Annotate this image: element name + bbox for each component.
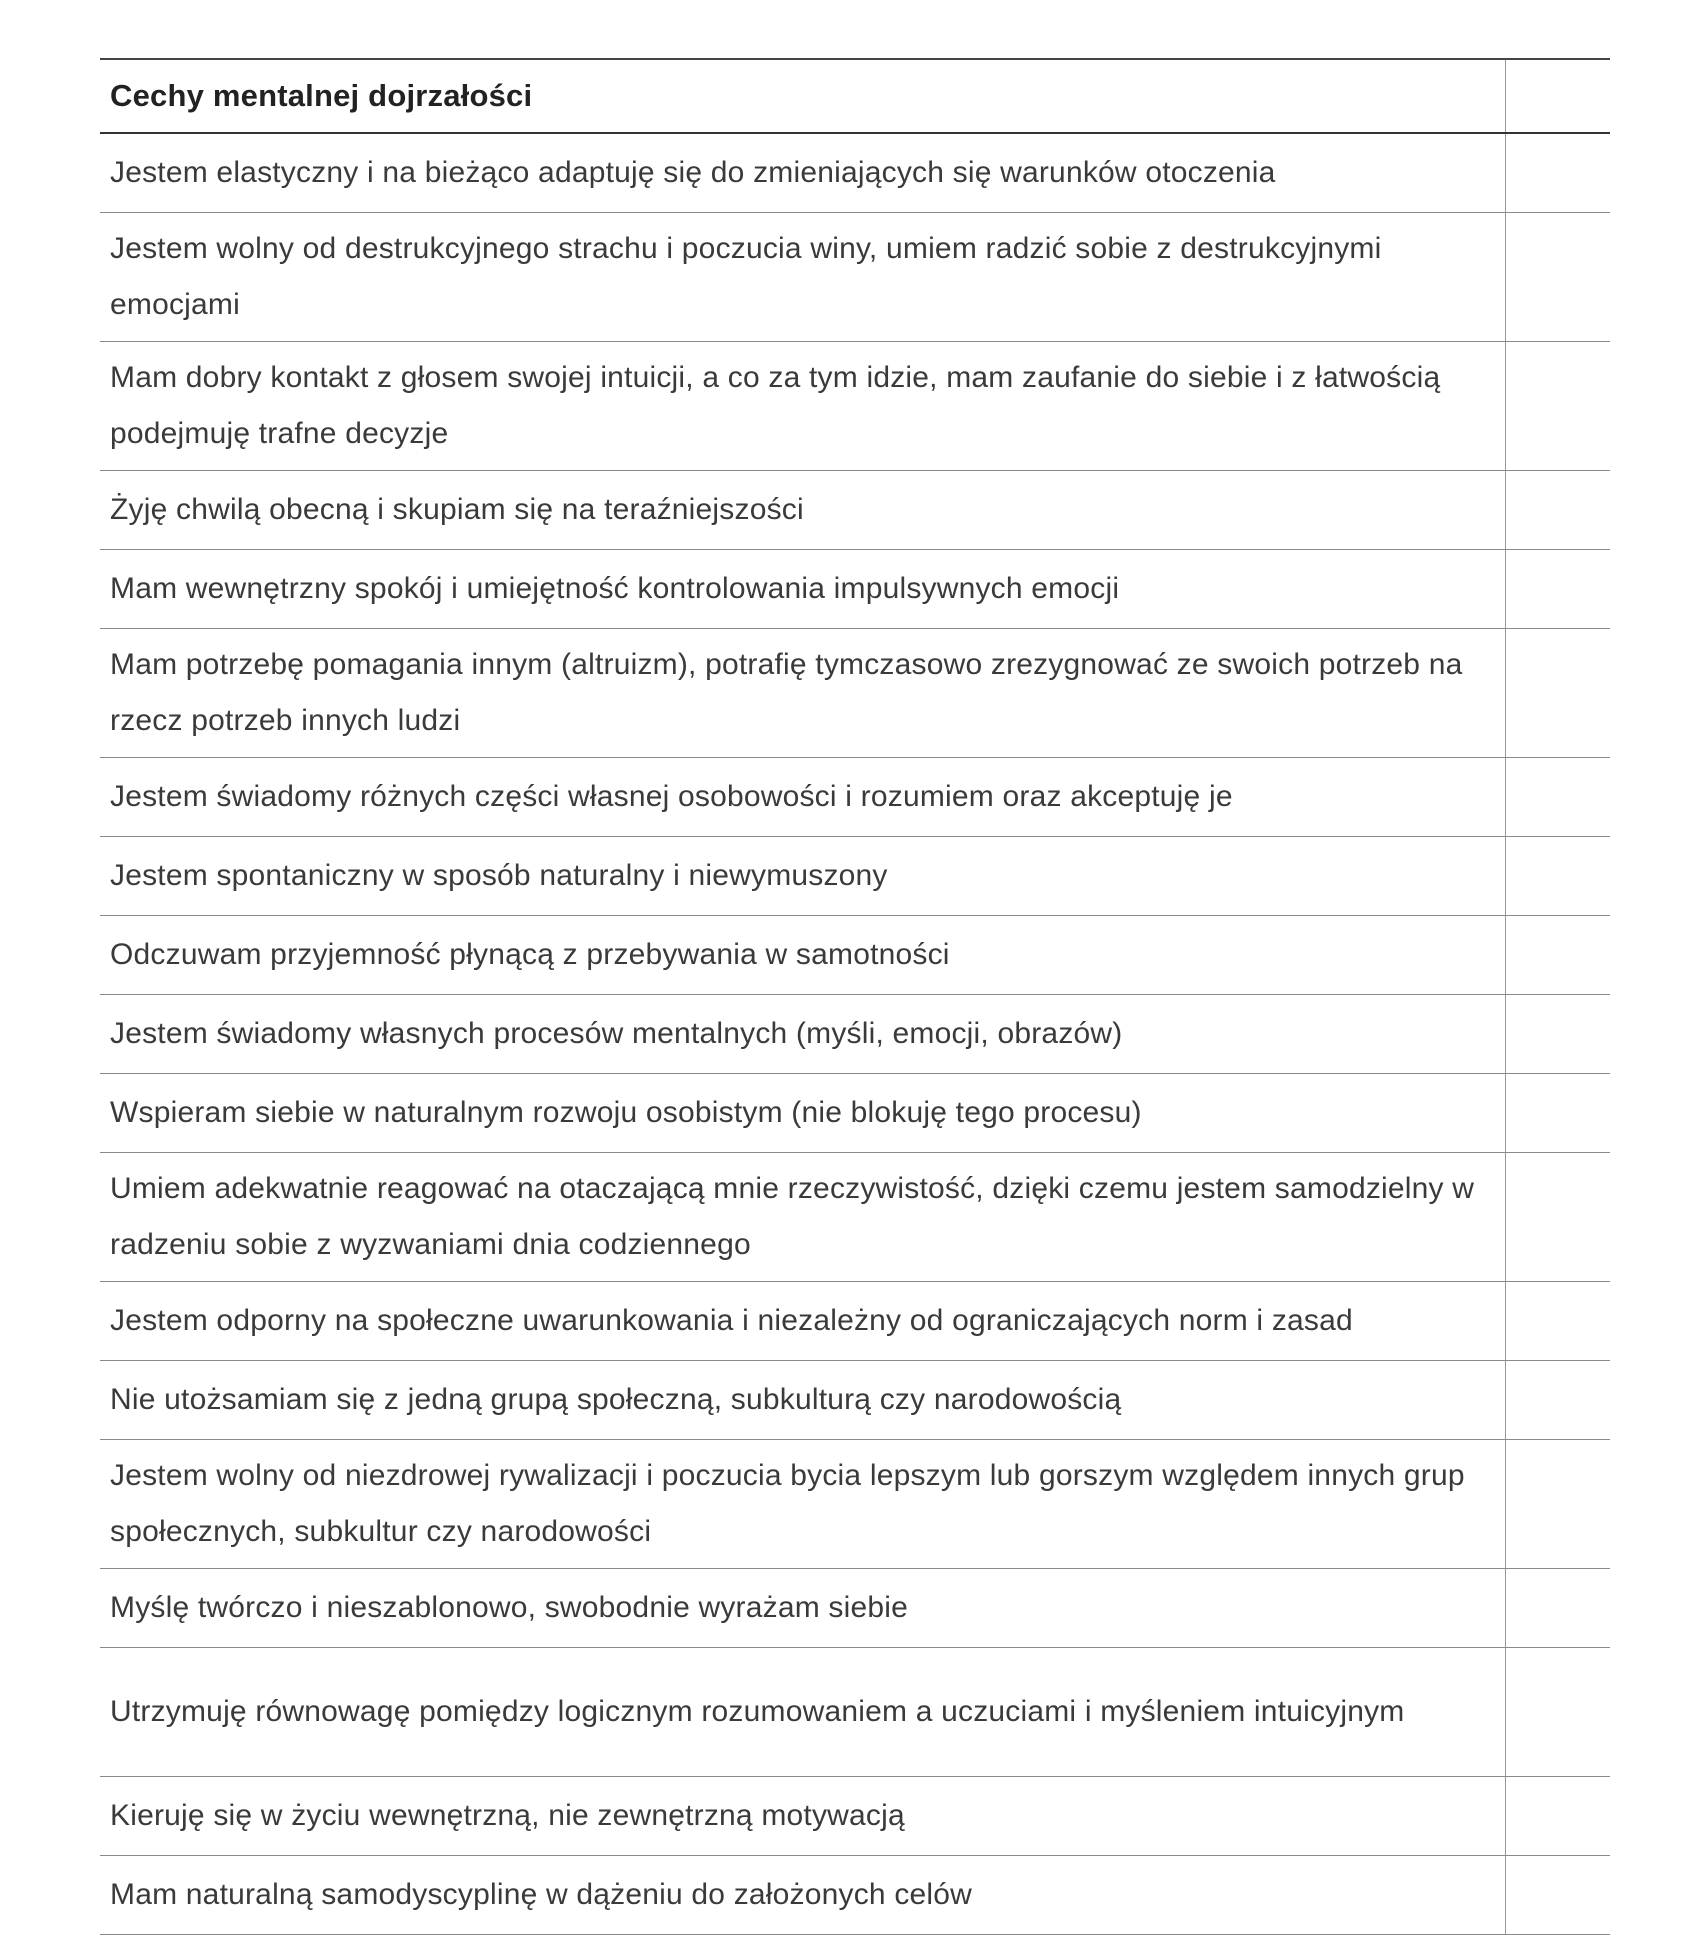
trait-text: Mam naturalną samodyscyplinę w dążeniu do założonych celów <box>110 1878 973 1911</box>
check-cell[interactable] <box>1505 1153 1610 1281</box>
check-cell[interactable] <box>1505 1777 1610 1855</box>
table-row <box>100 1282 1610 1361</box>
trait-text: Mam wewnętrzny spokój i umiejętność kontrolowania impulsywnych emocji <box>110 572 1120 605</box>
check-cell[interactable] <box>1505 134 1610 212</box>
table-row <box>100 1361 1610 1440</box>
table-row <box>100 471 1610 550</box>
check-cell[interactable] <box>1505 995 1610 1073</box>
table-row <box>100 213 1610 342</box>
check-cell[interactable] <box>1505 550 1610 628</box>
trait-text: Mam dobry kontakt z głosem swojej intuicji, a co za tym idzie, mam zaufanie do siebie i z łatwością podejmuję trafne decyzje <box>110 361 1441 450</box>
table-row <box>100 758 1610 837</box>
trait-text: Nie utożsamiam się z jedną grupą społeczną, subkulturą czy narodowością <box>110 1383 1122 1416</box>
check-cell[interactable] <box>1505 1856 1610 1934</box>
checklist-table <box>100 58 1610 1935</box>
table-row <box>100 1074 1610 1153</box>
table-row <box>100 550 1610 629</box>
table-row <box>100 629 1610 758</box>
check-cell[interactable] <box>1505 758 1610 836</box>
table-row <box>100 342 1610 471</box>
check-cell[interactable] <box>1505 213 1610 341</box>
check-cell[interactable] <box>1505 471 1610 549</box>
trait-text: Żyję chwilą obecną i skupiam się na teraźniejszości <box>110 493 804 526</box>
trait-text: Jestem świadomy różnych części własnej osobowości i rozumiem oraz akceptuję je <box>110 780 1233 813</box>
table-row <box>100 1153 1610 1282</box>
check-cell[interactable] <box>1505 1282 1610 1360</box>
trait-text: Jestem wolny od destrukcyjnego strachu i poczucia winy, umiem radzić sobie z destrukcyjnymi emocjami <box>110 232 1382 321</box>
table-row <box>100 1856 1610 1935</box>
trait-text: Jestem elastyczny i na bieżąco adaptuję się do zmieniających się warunków otoczenia <box>110 156 1276 189</box>
trait-text: Wspieram siebie w naturalnym rozwoju osobistym (nie blokuję tego procesu) <box>110 1096 1142 1129</box>
check-cell[interactable] <box>1505 1440 1610 1568</box>
table-row <box>100 995 1610 1074</box>
table-row <box>100 1777 1610 1856</box>
table-header-title: Cechy mentalnej dojrzałości <box>110 78 533 113</box>
check-cell[interactable] <box>1505 342 1610 470</box>
trait-text: Kieruję się w życiu wewnętrzną, nie zewnętrzną motywacją <box>110 1799 905 1832</box>
table-header-row <box>100 60 1610 134</box>
check-cell[interactable] <box>1505 629 1610 757</box>
check-cell[interactable] <box>1505 1074 1610 1152</box>
table-row <box>100 837 1610 916</box>
table-row <box>100 916 1610 995</box>
check-cell[interactable] <box>1505 1569 1610 1647</box>
trait-text: Jestem odporny na społeczne uwarunkowania i niezależny od ograniczających norm i zasad <box>110 1304 1353 1337</box>
table-row <box>100 1440 1610 1569</box>
check-cell[interactable] <box>1505 1648 1610 1776</box>
trait-text: Jestem wolny od niezdrowej rywalizacji i poczucia bycia lepszym lub gorszym względem innych grup społecznych, subkultur czy narodowości <box>110 1459 1465 1548</box>
check-cell[interactable] <box>1505 1361 1610 1439</box>
header-check-column <box>1505 60 1610 132</box>
table-row <box>100 134 1610 213</box>
table-row <box>100 1569 1610 1648</box>
trait-text: Mam potrzebę pomagania innym (altruizm), potrafię tymczasowo zrezygnować ze swoich potrzeb na rzecz potrzeb innych ludzi <box>110 648 1463 737</box>
check-cell[interactable] <box>1505 916 1610 994</box>
trait-text: Myślę twórczo i nieszablonowo, swobodnie wyrażam siebie <box>110 1591 909 1624</box>
check-cell[interactable] <box>1505 837 1610 915</box>
table-row <box>100 1648 1610 1777</box>
trait-text: Jestem świadomy własnych procesów mentalnych (myśli, emocji, obrazów) <box>110 1017 1123 1050</box>
trait-text: Odczuwam przyjemność płynącą z przebywania w samotności <box>110 938 950 971</box>
trait-text: Jestem spontaniczny w sposób naturalny i niewymuszony <box>110 859 888 892</box>
trait-text: Utrzymuję równowagę pomiędzy logicznym rozumowaniem a uczuciami i myśleniem intuicyjnym <box>110 1695 1405 1728</box>
trait-text: Umiem adekwatnie reagować na otaczającą mnie rzeczywistość, dzięki czemu jestem samodzielny w radzeniu sobie z wyzwaniami dnia codziennego <box>110 1172 1475 1261</box>
